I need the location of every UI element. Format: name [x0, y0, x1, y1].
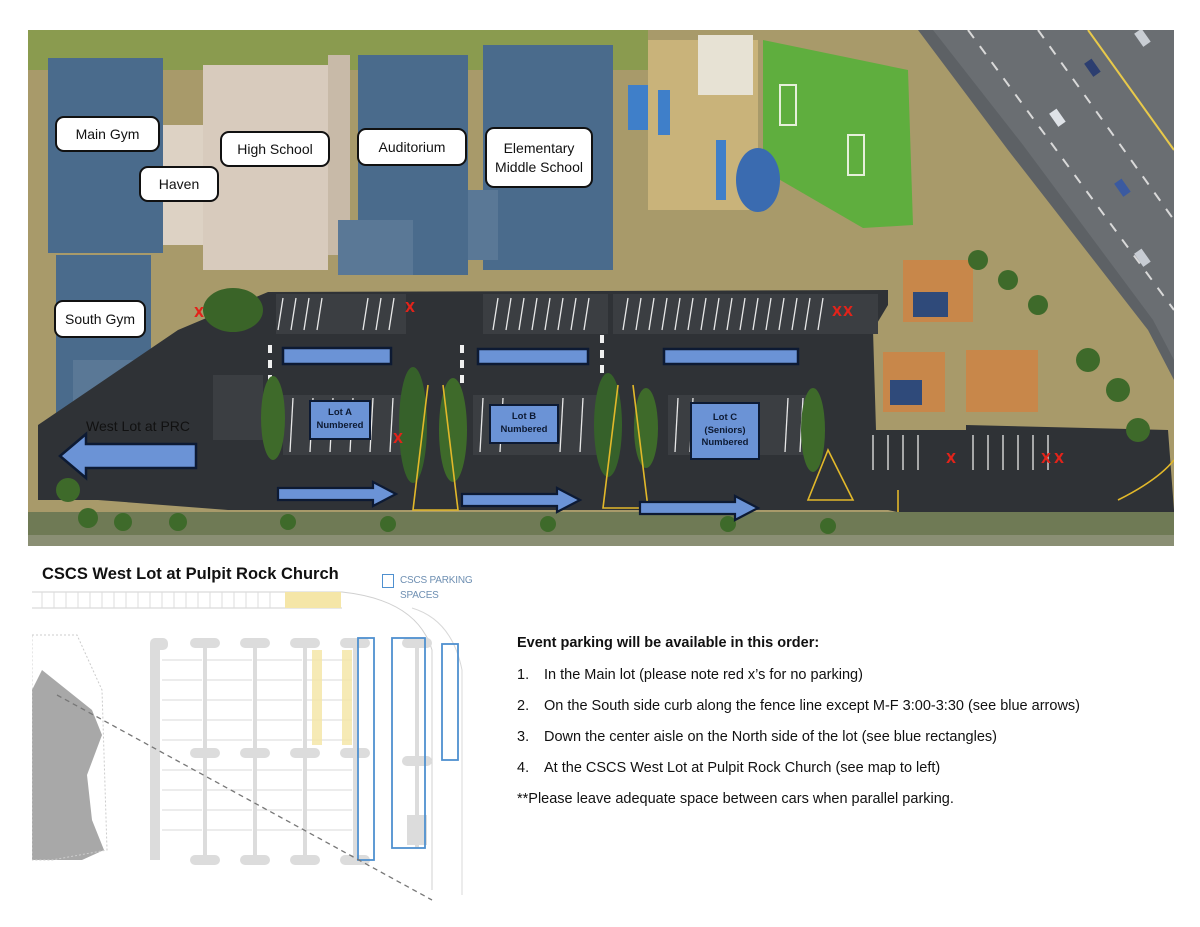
lot-c-line3: Numbered [701, 437, 749, 449]
cscs-legend-line1: CSCS PARKING [400, 575, 473, 586]
lot-b-line2: Numbered [500, 424, 548, 435]
label-lot-b [489, 404, 559, 444]
no-parking-mark: X [832, 305, 843, 320]
parking-instructions [517, 635, 1157, 807]
label-elementary-line1: Elementary [503, 139, 575, 156]
instruction-number: 4. [517, 760, 530, 776]
instruction-item [517, 760, 1157, 776]
instruction-text: On the South side curb along the fence line except M-F 3:00-3:30 (see blue arrows) [544, 698, 1080, 714]
no-parking-mark: X [946, 452, 957, 467]
west-lot-arrow-label: West Lot at PRC [86, 418, 191, 434]
instruction-text: Down the center aisle on the North side of the lot (see blue rectangles) [544, 729, 997, 745]
label-elementary-line2: Middle School [495, 158, 583, 175]
instructions-note: **Please leave adequate space between cars when parallel parking. [517, 791, 954, 807]
cscs-legend-label [400, 574, 472, 603]
center-aisle-parking-rect [664, 349, 798, 364]
aerial-photo-illustration [28, 30, 1174, 546]
aerial-campus-map [28, 30, 1174, 546]
center-aisle-parking-rect [283, 348, 391, 364]
no-parking-mark: X [194, 306, 205, 321]
label-lot-c [690, 402, 760, 460]
instruction-item [517, 729, 1157, 745]
no-parking-mark: X [1054, 452, 1065, 467]
instruction-item [517, 667, 1157, 683]
lot-b-line1: Lot B [511, 411, 537, 423]
label-lot-a [309, 400, 371, 440]
cscs-legend-swatch [382, 574, 394, 588]
west-lot-map-title: CSCS West Lot at Pulpit Rock Church [42, 565, 339, 583]
instructions-heading: Event parking will be available in this order: [517, 635, 820, 651]
label-high-school: High School [220, 131, 330, 167]
center-aisle-parking-rect [478, 349, 588, 364]
instruction-number: 2. [517, 698, 530, 714]
label-auditorium: Auditorium [357, 128, 467, 166]
cscs-legend-line2: SPACES [400, 589, 439, 601]
lot-c-line2: (Seniors) [704, 424, 746, 436]
west-lot-map [32, 560, 482, 905]
instruction-item [517, 698, 1157, 714]
no-parking-mark: X [405, 301, 416, 316]
label-south-gym: South Gym [54, 300, 146, 338]
no-parking-mark: X [393, 432, 404, 447]
instruction-number: 1. [517, 667, 530, 683]
lot-c-line1: Lot C [712, 411, 738, 423]
label-elementary-middle-school [485, 127, 593, 188]
label-main-gym: Main Gym [55, 116, 160, 152]
cscs-parking-space [442, 644, 458, 760]
instruction-number: 3. [517, 729, 530, 745]
west-lot-map-drawing [32, 560, 482, 905]
label-haven: Haven [139, 166, 219, 202]
instruction-text: At the CSCS West Lot at Pulpit Rock Church (see map to left) [544, 760, 941, 776]
lot-a-line1: Lot A [328, 407, 352, 419]
instruction-text: In the Main lot (please note red x’s for no parking) [544, 667, 863, 683]
lot-a-line2: Numbered [316, 420, 364, 431]
no-parking-mark: X [843, 305, 854, 320]
no-parking-mark: X [1041, 452, 1052, 467]
